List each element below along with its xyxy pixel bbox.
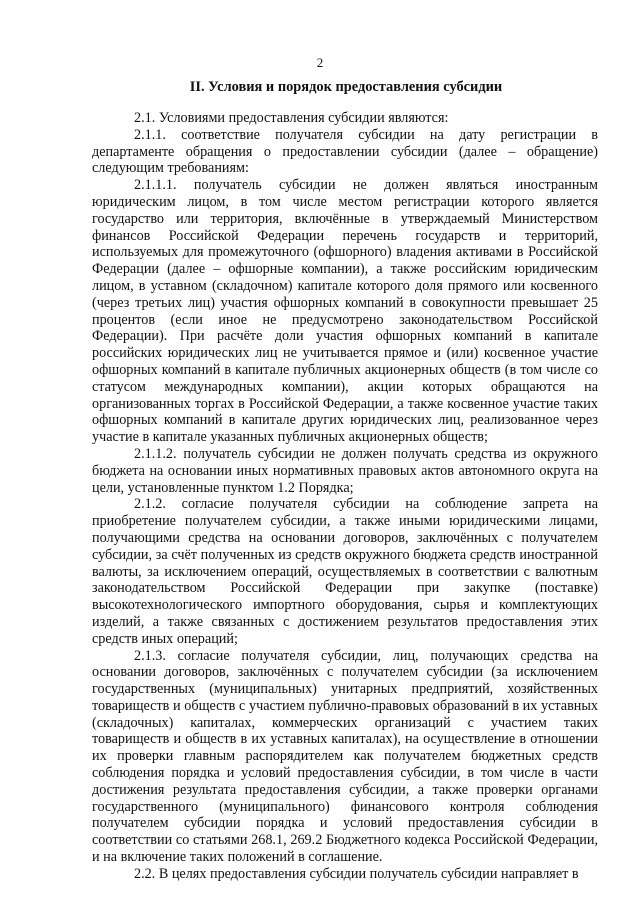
paragraph-2-1-1-1: 2.1.1.1. получатель субсидии не должен являться иностранным юридическим лицом, в том числе местом регистрации которого является государство или территория, включённые в утверждаемый Министерством финансов Российской Федерации перечень государств и территорий, используемых для промежуточного (офшорного) владения активами в Российской Федерации (далее – офшорные компании), а также российским юридическим лицом, в уставном (складочном) капитале которого доля прямого или косвенного (через третьих лиц) участия офшорных компаний в совокупности превышает 25 процентов (если иное не предусмотрено законодательством Российской Федерации). При расчёте доли участия офшорных компаний в капитале российских юридических лиц не учитывается прямое и (или) косвенное участие офшорных компаний в капитале публичных акционерных обществ (в том числе со статусом международных компании), акции которых обращаются на организованных торгах в Российской Федерации, а также косвенное участие таких офшорных компаний в капитале других юридических лиц, реализованное через участие в капитале указанных публичных акционерных обществ; (92, 177, 598, 446)
paragraph-2-1-1: 2.1.1. соответствие получателя субсидии на дату регистрации в департаменте обращения о предоставлении субсидии (далее – обращение) следующим требованиям: (92, 126, 598, 177)
paragraph-2-1-1-2: 2.1.1.2. получатель субсидии не должен получать средства из окружного бюджета на основании иных нормативных правовых актов автономного округа на цели, установленные пунктом 1.2 Порядка; (92, 445, 598, 496)
paragraph-2-1-3: 2.1.3. согласие получателя субсидии, лиц, получающих средства на основании договоров, заключённых с получателем субсидии (за исключением государственных (муниципальных) унитарных предприятий, хозяйственных товариществ и обществ с участием публично-правовых образований в их уставных (складочных) капиталах, коммерческих организаций с участием таких товариществ и обществ в их уставных капиталах), на осуществление в отношении их проверки главным распорядителем как получателем бюджетных средств соблюдения порядка и условий предоставления субсидии, в том числе в части достижения результата предоставления субсидии, а также проверки органами государственного (муниципального) финансового контроля соблюдения получателем субсидии порядка и условий предоставления субсидии в соответствии со статьями 268.1, 269.2 Бюджетного кодекса Российской Федерации, и на включение таких положений в соглашение. (92, 647, 598, 866)
page-number: 2 (316, 55, 324, 70)
paragraph-2-2: 2.2. В целях предоставления субсидии получатель субсидии направляет в (134, 865, 579, 882)
section-title: II. Условия и порядок предоставления субсидии (189, 79, 503, 95)
document-body (92, 110, 598, 883)
paragraph-2-1-2: 2.1.2. согласие получателя субсидии на соблюдение запрета на приобретение получателем субсидии, а также иными юридическими лицами, получающими средства на основании договоров, заключённых с получателем субсидии, за счёт полученных из средств окружного бюджета средств иностранной валюты, за исключением операций, осуществляемых в соответствии с валютным законодательством Российской Федерации при закупке (поставке) высокотехнологического импортного оборудования, сырья и комплектующих изделий, а также связанных с достижением результатов предоставления этих средств иных операций; (92, 496, 598, 647)
paragraph-2-1: 2.1. Условиями предоставления субсидии являются: (134, 110, 449, 126)
